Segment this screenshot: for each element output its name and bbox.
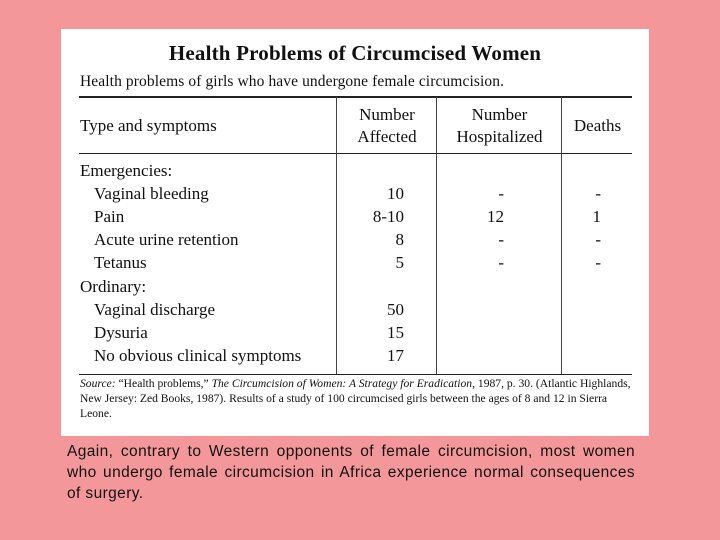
cell-hospitalized: 12 — [487, 207, 504, 227]
cell-deaths: 1 — [592, 207, 601, 227]
row-label: Vaginal discharge — [94, 299, 216, 319]
table-title: Health Problems of Circumcised Women — [168, 41, 542, 65]
cell-hospitalized: - — [498, 184, 504, 204]
row-label: Vaginal bleeding — [94, 184, 209, 204]
source-book-title: The Circumcision of Women: A Strategy for Eradication — [211, 377, 473, 390]
row-label: Emergencies: — [80, 161, 173, 180]
header-number-affected — [338, 104, 436, 148]
table-row — [61, 298, 649, 321]
source-note — [80, 376, 632, 421]
table-row — [61, 182, 649, 205]
header-affected-line2: Affected — [357, 127, 417, 146]
row-label: Dysuria — [94, 322, 148, 342]
table-row — [61, 205, 649, 228]
cell-affected: 5 — [395, 253, 404, 273]
table-row — [61, 251, 649, 274]
header-type-symptoms: Type and symptoms — [80, 116, 217, 135]
table-row — [61, 159, 649, 182]
cell-deaths: - — [595, 230, 601, 250]
slide-caption: Again, contrary to Western opponents of female circumcision, most women who undergo female circumcision in Africa experience normal consequences of surgery. — [67, 443, 635, 502]
table-subtitle: Health problems of girls who have undergone female circumcision. — [80, 73, 505, 90]
row-label: No obvious clinical symptoms — [94, 345, 302, 365]
table-row — [61, 344, 649, 367]
header-deaths: Deaths — [573, 116, 622, 135]
row-label: Ordinary: — [80, 276, 147, 296]
header-hospitalized-line2: Hospitalized — [456, 127, 543, 146]
header-number-hospitalized — [438, 104, 561, 148]
table-row — [61, 275, 649, 298]
header-rule — [79, 153, 632, 154]
table-row — [61, 321, 649, 344]
source-rest: , 1987, p. 30. (Atlantic Highlands, New Jersey: Zed Books, 1987). Results of a study of 100 circumcised girls between the ages of 8 and 12 in Sierra Leone. — [80, 377, 631, 420]
cell-hospitalized: - — [498, 253, 504, 273]
source-lead: Source: — [80, 377, 116, 390]
cell-affected: 8-10 — [372, 207, 404, 227]
cell-affected: 8 — [395, 230, 404, 250]
header-hospitalized-line1: Number — [471, 105, 528, 124]
cell-deaths: - — [595, 253, 601, 273]
cell-affected: 15 — [387, 322, 404, 342]
cell-affected: 10 — [387, 184, 404, 204]
header-affected-line1: Number — [359, 105, 415, 124]
cell-affected: 17 — [387, 345, 404, 365]
cell-hospitalized: - — [498, 230, 504, 250]
top-rule — [79, 96, 632, 98]
row-label: Acute urine retention — [94, 230, 239, 250]
row-label: Pain — [94, 207, 125, 227]
source-quote: “Health problems,” — [115, 377, 212, 390]
cell-deaths: - — [595, 184, 601, 204]
row-label: Tetanus — [94, 253, 147, 273]
scanned-table-card — [61, 29, 649, 436]
bottom-rule — [79, 374, 632, 375]
cell-affected: 50 — [387, 299, 404, 319]
table-row — [61, 228, 649, 251]
